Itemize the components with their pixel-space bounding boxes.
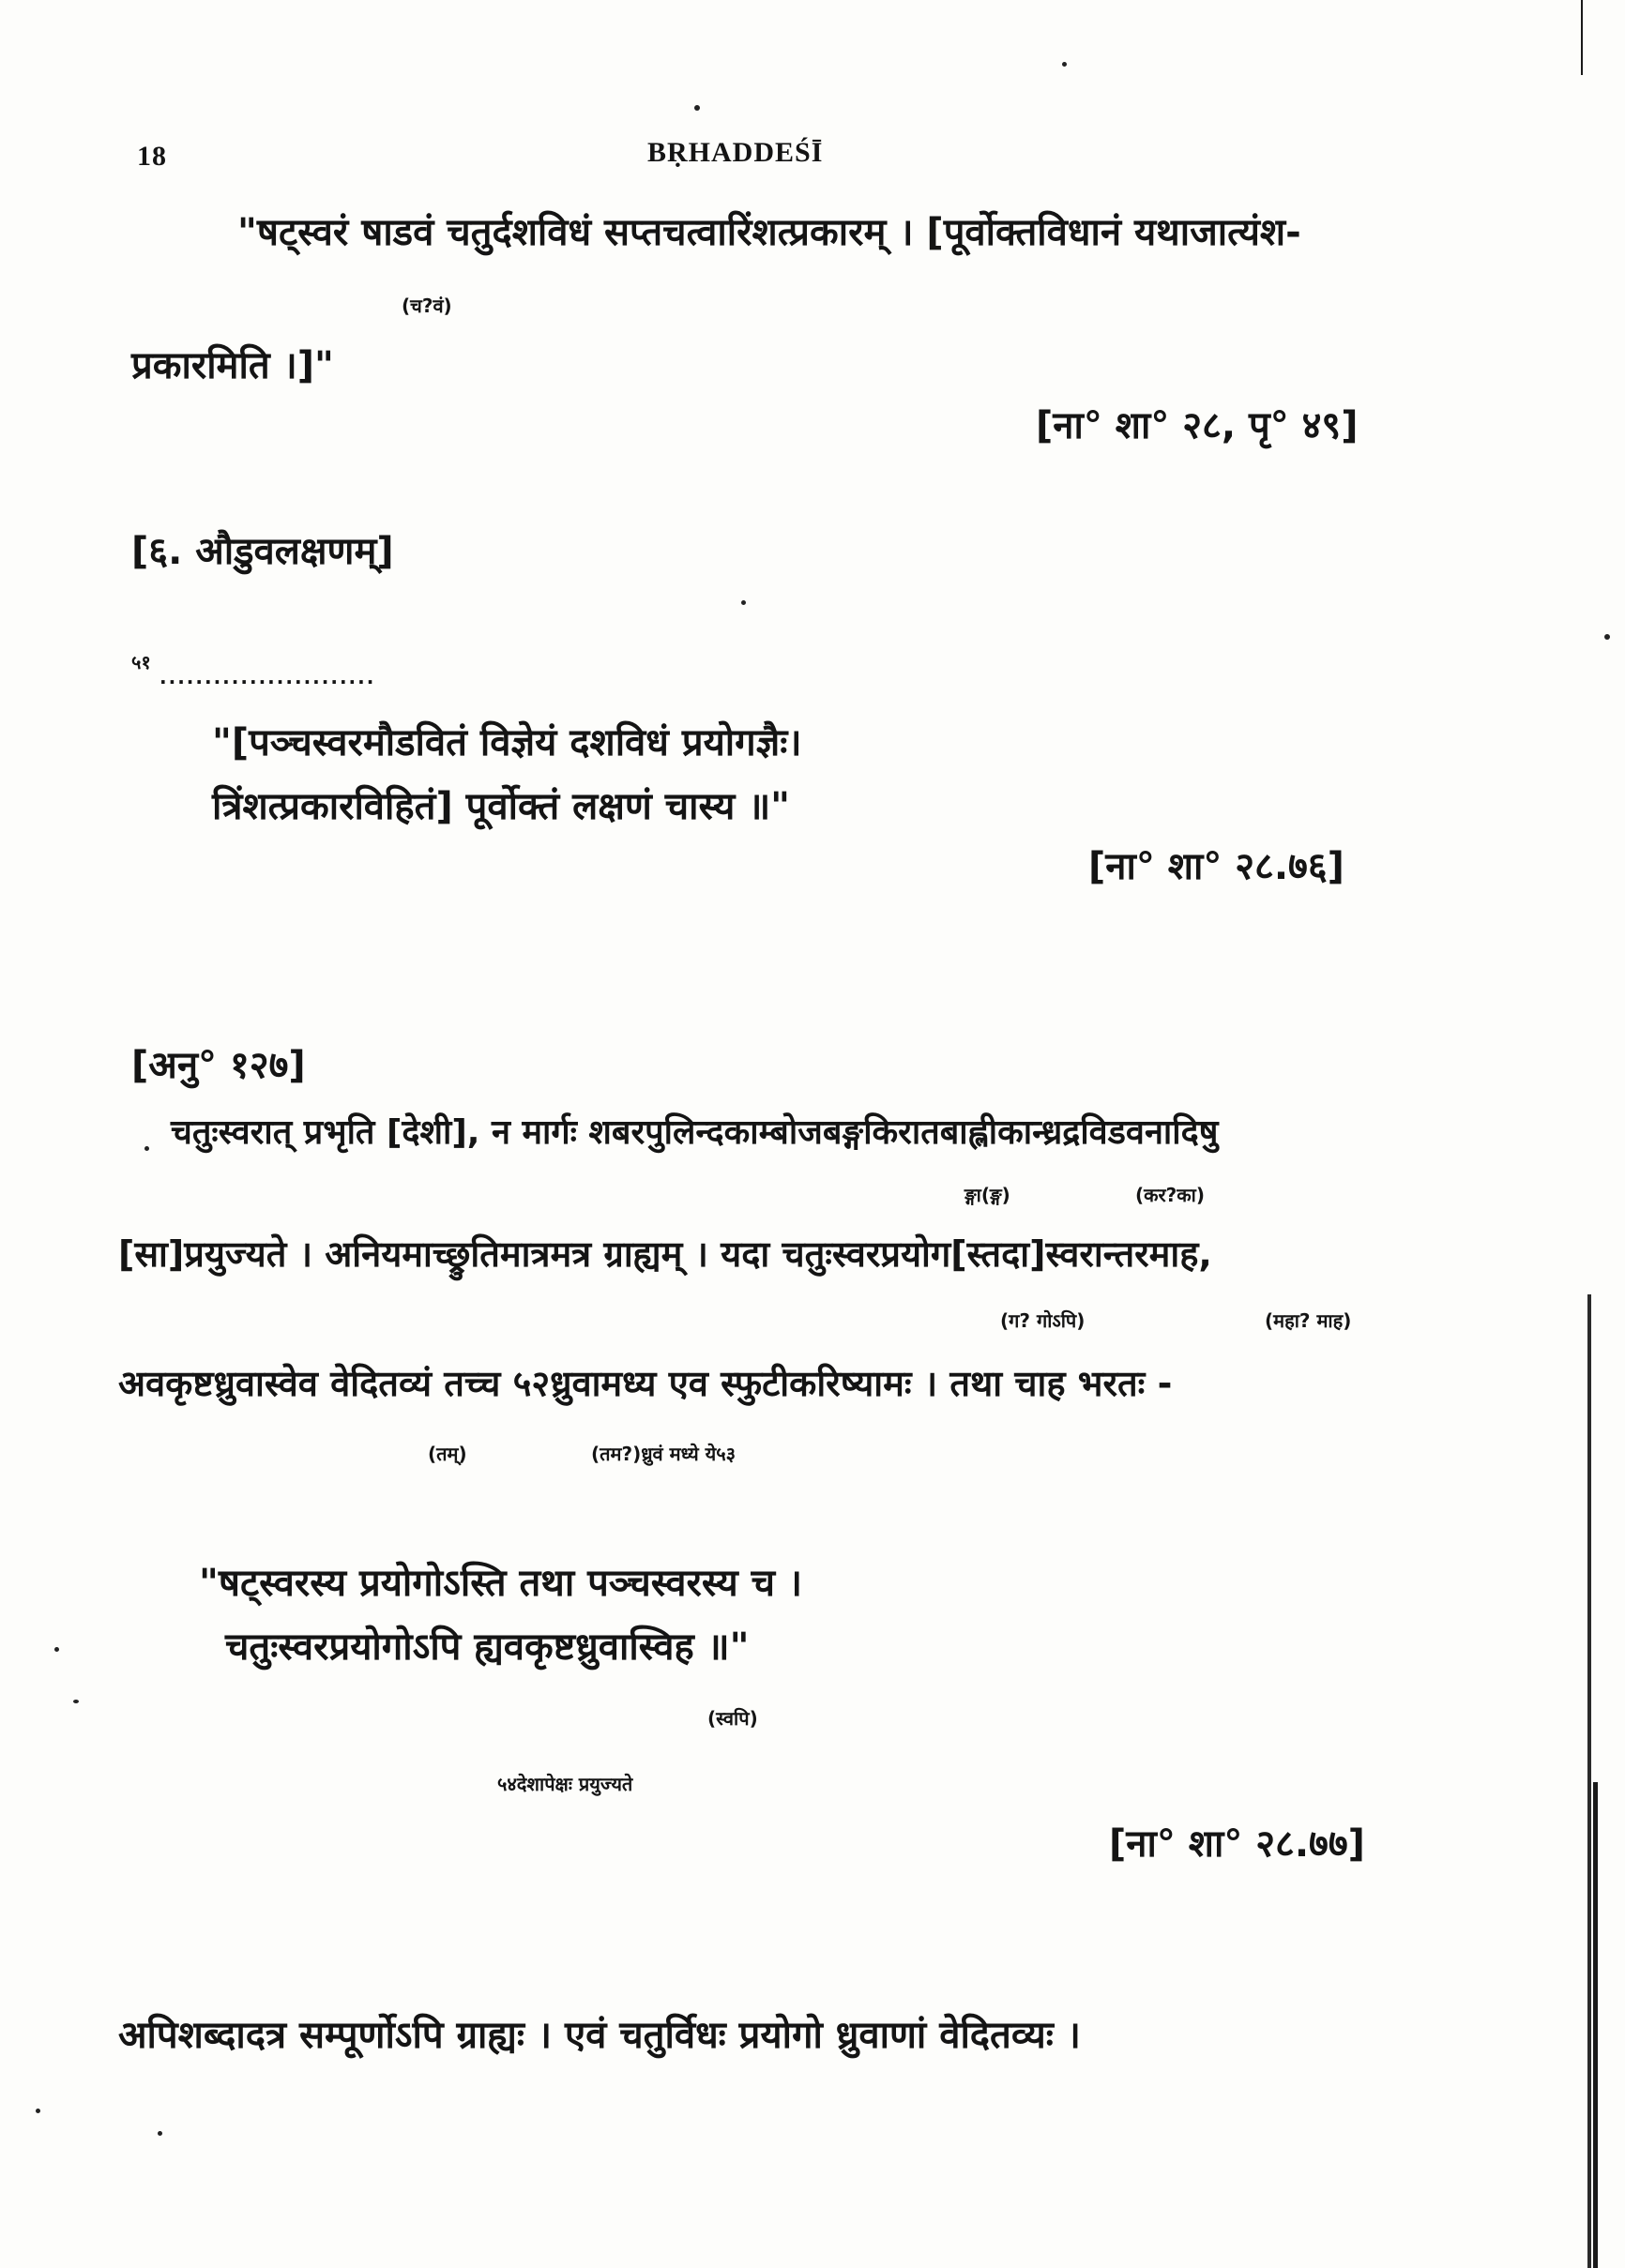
anuccheda-number: [अनु° १२७] (131, 1044, 306, 1087)
verse-line: चतुःस्वरप्रयोगोऽपि ह्यवकृष्टध्रुवास्विह ॥" (225, 1625, 750, 1669)
source-reference: [ना° शा° २८.७६] (1088, 845, 1344, 888)
scan-speck (1604, 634, 1610, 640)
quote-line: "षट्स्वरं षाडवं चतुर्दशविधं सप्तचत्वारिंशत्प्रकारम् । [पूर्वोक्तविधानं यथाजात्यंश- (237, 211, 1301, 254)
prose-line: अवकृष्टध्रुवास्वेव वेदितव्यं तच्च ५२ध्रुवामध्य एव स्फुटीकरिष्यामः । तथा चाह भरतः - (118, 1363, 1173, 1404)
scan-speck (73, 1700, 79, 1703)
quote-line: प्रकारमिति ।]" (131, 344, 334, 387)
running-title: BṚHADDEŚĪ (647, 137, 824, 168)
footnote: ५४देशापेक्षः प्रयुज्यते (497, 1773, 633, 1795)
prose-line: [सा]प्रयुज्यते । अनियमाच्छ्रुतिमात्रमत्र ग्राह्यम् । यदा चतुःस्वरप्रयोग[स्तदा]स्वरान्तरमाह, (118, 1233, 1212, 1275)
scan-speck (1062, 62, 1067, 67)
variant-reading: (ग? गोऽपि) (1000, 1309, 1086, 1332)
variant-reading: (तम्) (428, 1443, 467, 1465)
variant-reading: (महा? माह) (1265, 1309, 1352, 1332)
variant-reading: (कर?का) (1135, 1184, 1205, 1206)
scan-speck (158, 2131, 162, 2136)
variant-reading: (तम?)ध्रुवं मध्ये ये५३ (591, 1443, 737, 1465)
page-number: 18 (137, 141, 167, 172)
variant-reading: (च?वं) (402, 295, 452, 317)
binding-edge-line (1593, 1782, 1598, 2268)
section-heading: [६. औडुवलक्षणम्] (131, 530, 394, 573)
scan-speck (741, 600, 746, 605)
ellipsis-dots: ........................ (159, 666, 376, 688)
closing-line: अपिशब्दादत्र सम्पूर्णोऽपि ग्राह्यः । एवं चतुर्विधः प्रयोगो ध्रुवाणां वेदितव्यः । (118, 2014, 1081, 2057)
prose-line: चतुःस्वरात् प्रभृति [देशी], न मार्गः शबरपुलिन्दकाम्बोजबङ्गकिरातबाह्लीकान्ध्रद्रविडवनादिषु (171, 1113, 1219, 1152)
verse-number: ५१ (131, 651, 151, 673)
scan-speck (144, 1146, 149, 1151)
verse-line: "षट्स्वरस्य प्रयोगोऽस्ति तथा पञ्चस्वरस्य च । (199, 1562, 803, 1605)
scan-speck (694, 105, 700, 111)
source-reference: [ना° शा° २८.७७] (1109, 1822, 1365, 1866)
source-reference: [ना° शा° २८, पृ° ४९] (1036, 404, 1359, 447)
binding-edge-line (1581, 0, 1583, 75)
binding-edge-line (1587, 1294, 1591, 2268)
scan-speck (54, 1647, 59, 1652)
verse-line: त्रिंशत्प्रकारविहितं] पूर्वोक्तं लक्षणं चास्य ॥" (212, 785, 791, 828)
verse-line: "[पञ्चस्वरमौडवितं विज्ञेयं दशविधं प्रयोगज्ञैः। (212, 721, 802, 764)
variant-reading: (स्वपि) (707, 1707, 758, 1730)
scan-speck (36, 2109, 40, 2113)
variant-reading: ङ्गा(ङ्ग) (964, 1184, 1010, 1206)
